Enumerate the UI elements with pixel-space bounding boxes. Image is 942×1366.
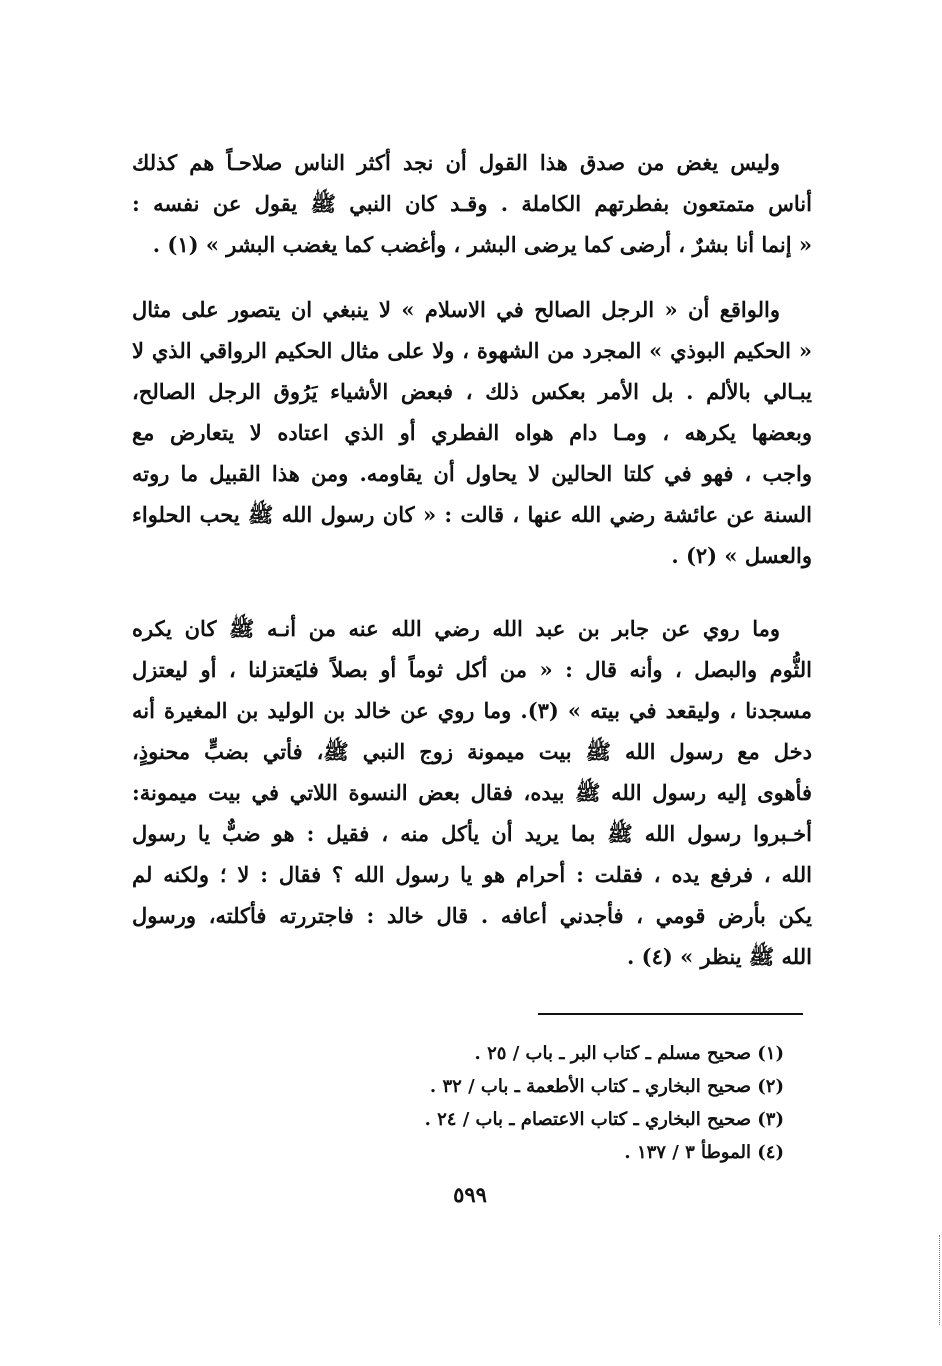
page-number: ٥٩٩ bbox=[453, 1182, 487, 1207]
text-line: يبـالي بالألم . بل الأمر بعكس ذلك ، فبعض الأشياء يَرُوق الرجل الصالح، bbox=[132, 379, 812, 404]
footnote: (٣) صحيح البخاري ـ كتاب الاعتصام ـ باب / ٢٤ . bbox=[424, 1109, 784, 1130]
text-line: الله ، فرفع يده ، فقلت : أحرام هو يا رسول الله ؟ فقال : لا ؛ ولكنه لم bbox=[132, 862, 812, 887]
paragraph-1 bbox=[132, 142, 812, 265]
text-line: دخل مع رسول الله ﷺ بيت ميمونة زوج النبي ﷺ، فأتي بضبٍّ محنوذٍ، bbox=[132, 739, 812, 764]
footnotes bbox=[300, 1037, 784, 1169]
text-line: والواقع أن « الرجل الصالح في الاسلام » لا ينبغي ان يتصور على مثال bbox=[132, 297, 780, 322]
footnote: (١) صحيح مسلم ـ كتاب البر ـ باب / ٢٥ . bbox=[474, 1043, 784, 1064]
text-line: يكن بأرض قومي ، فأجدني أعافه . قال خالد : فاجتررته فأكلته، ورسول bbox=[132, 903, 812, 928]
footnote: (٢) صحيح البخاري ـ كتاب الأطعمة ـ باب / ٣٢ . bbox=[429, 1076, 784, 1097]
paragraph-3 bbox=[132, 608, 812, 977]
text-line: الثُّوم والبصل ، وأنه قال : « من أكل ثوماً أو بصلاً فليَعتزلنا ، أو ليعتزل bbox=[132, 657, 812, 682]
text-line: وبعضها يكرهه ، ومـا دام هواه الفطري أو الذي اعتاده لا يتعارض مع bbox=[132, 420, 812, 445]
text-line: « إنما أنا بشرٌ ، أرضى كما يرضى البشر ، وأغضب كما يغضب البشر » (١) . bbox=[152, 232, 812, 257]
text-line: واجب ، فهو في كلتا الحالين لا يحاول أن يقاومه. ومن هذا القبيل ما روته bbox=[132, 461, 812, 486]
paragraph-2 bbox=[132, 289, 812, 576]
scan-edge-mark bbox=[937, 1235, 940, 1325]
text-line: السنة عن عائشة رضي الله عنها ، قالت : « كان رسول الله ﷺ يحب الحلواء bbox=[132, 502, 812, 527]
footnote: (٤) الموطأ ٣ / ١٣٧ . bbox=[624, 1142, 784, 1163]
text-line: فأهوى إليه رسول الله ﷺ بيده، فقال بعض النسوة اللاتي في بيت ميمونة: bbox=[132, 780, 812, 805]
text-line: مسجدنا ، وليقعد في بيته » (٣). وما روي عن خالد بن الوليد بن المغيرة أنه bbox=[132, 698, 812, 723]
text-line: وليس يغض من صدق هذا القول أن نجد أكثر الناس صلاحـاً هم كذلك bbox=[132, 150, 780, 175]
text-line: والعسل » (٢) . bbox=[671, 543, 812, 568]
text-line: الله ﷺ ينظر » (٤) . bbox=[627, 944, 812, 969]
footnote-separator bbox=[538, 1013, 803, 1015]
text-line: وما روي عن جابر بن عبد الله رضي الله عنه من أنـه ﷺ كان يكره bbox=[132, 616, 780, 641]
text-line: أخـبروا رسول الله ﷺ بما يريد أن يأكل منه ، فقيل : هو ضبٌّ يا رسول bbox=[132, 821, 812, 846]
text-line: « الحكيم البوذي » المجرد من الشهوة ، ولا على مثال الحكيم الرواقي الذي لا bbox=[132, 338, 812, 363]
text-line: أناس متمتعون بفطرتهم الكاملة . وقـد كان النبي ﷺ يقول عن نفسه : bbox=[132, 191, 812, 216]
